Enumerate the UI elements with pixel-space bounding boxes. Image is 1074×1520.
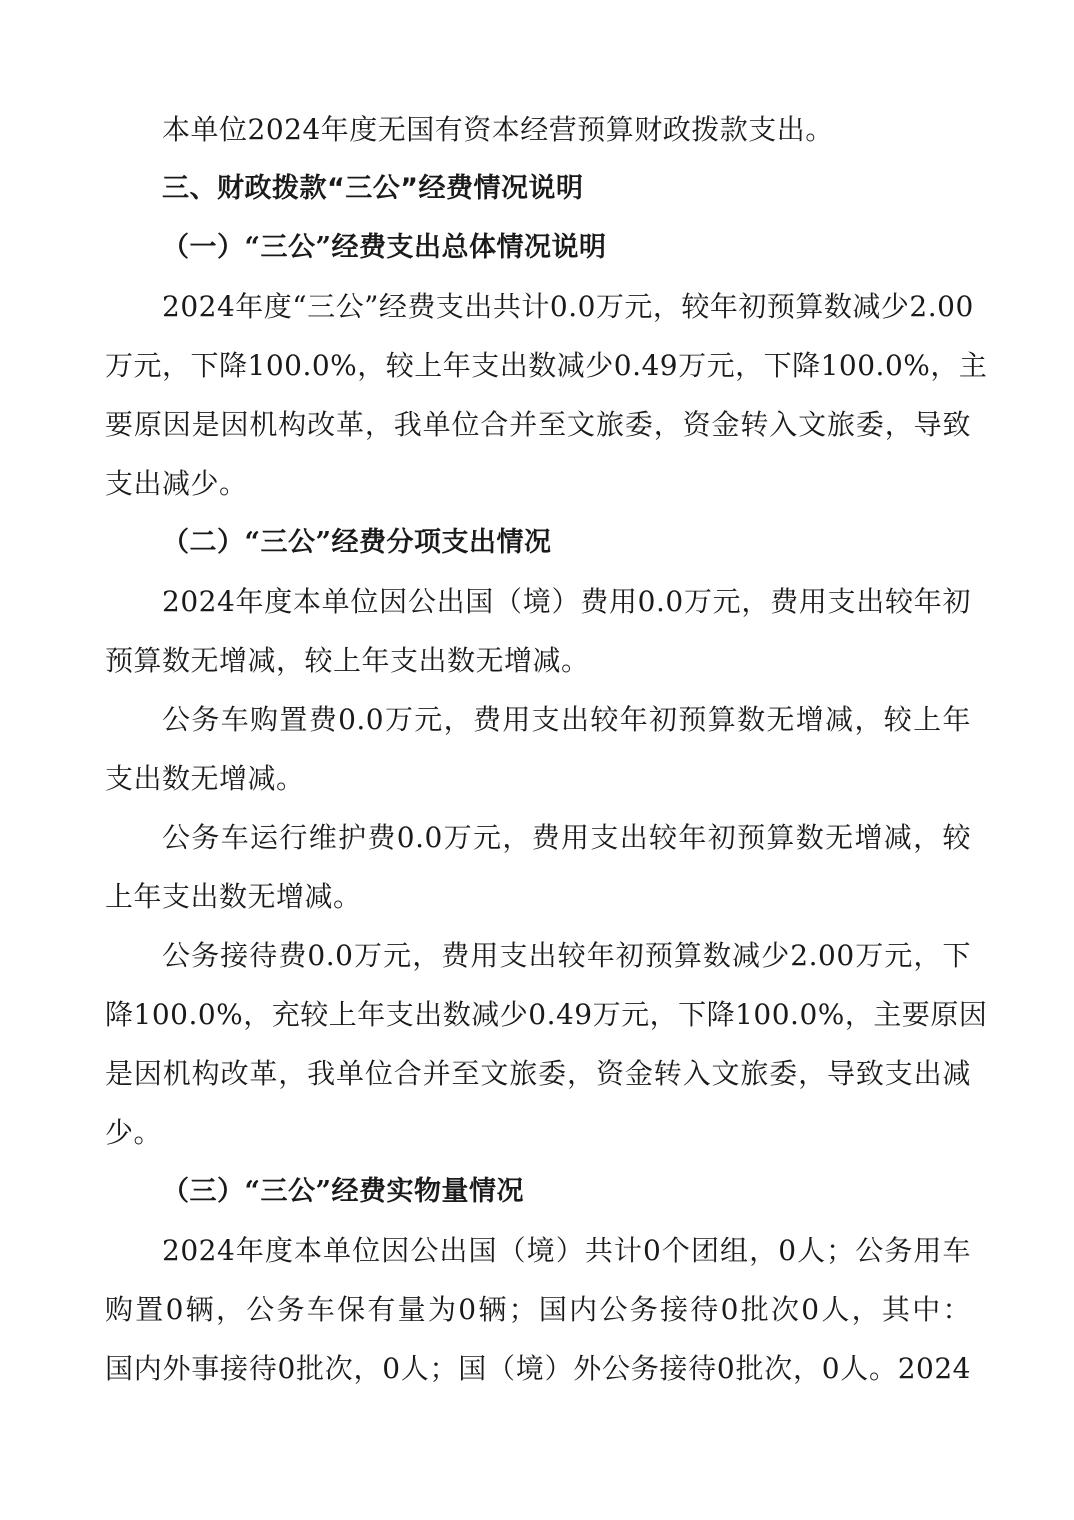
paragraph-line: 公务接待费0.0万元，费用支出较年初预算数减少2.00万元，下 [162, 939, 971, 972]
paragraph-line: 万元，下降100.0%，较上年支出数减少0.49万元，下降100.0%，主 [105, 349, 988, 382]
paragraph-line: 是因机构改革，我单位合并至文旅委，资金转入文旅委，导致支出减 [105, 1057, 971, 1090]
paragraph-line: 国内外事接待0批次，0人；国（境）外公务接待0批次，0人。2024 [105, 1352, 971, 1385]
subsection-heading: （三）“三公”经费实物量情况 [162, 1176, 525, 1207]
paragraph-line: 公务车运行维护费0.0万元，费用支出较年初预算数无增减，较 [162, 821, 971, 854]
paragraph-line: 要原因是因机构改革，我单位合并至文旅委，资金转入文旅委，导致 [105, 408, 971, 441]
paragraph-line: 支出数无增减。 [105, 762, 305, 795]
paragraph-line: 支出减少。 [105, 467, 248, 500]
paragraph-line: 上年支出数无增减。 [105, 880, 362, 913]
subsection-heading: （二）“三公”经费分项支出情况 [162, 527, 552, 558]
document-page [105, 100, 988, 1398]
paragraph-line: 少。 [105, 1116, 163, 1149]
paragraph-line: 购置0辆，公务车保有量为0辆；国内公务接待0批次0人，其中： [105, 1293, 971, 1326]
paragraph-line: 降100.0%，充较上年支出数减少0.49万元，下降100.0%，主要原因 [105, 998, 988, 1031]
paragraph-line: 预算数无增减，较上年支出数无增减。 [105, 644, 590, 677]
section-heading: 三、财政拨款“三公”经费情况说明 [162, 173, 584, 204]
subsection-heading: （一）“三公”经费支出总体情况说明 [162, 232, 607, 263]
paragraph-line: 本单位2024年度无国有资本经营预算财政拨款支出。 [162, 113, 834, 146]
paragraph-line: 公务车购置费0.0万元，费用支出较年初预算数无增减，较上年 [162, 703, 971, 736]
paragraph-line: 2024年度本单位因公出国（境）费用0.0万元，费用支出较年初 [162, 585, 971, 618]
paragraph-line: 2024年度本单位因公出国（境）共计0个团组，0人；公务用车 [162, 1234, 971, 1267]
paragraph-line: 2024年度“三公”经费支出共计0.0万元，较年初预算数减少2.00 [162, 290, 974, 323]
